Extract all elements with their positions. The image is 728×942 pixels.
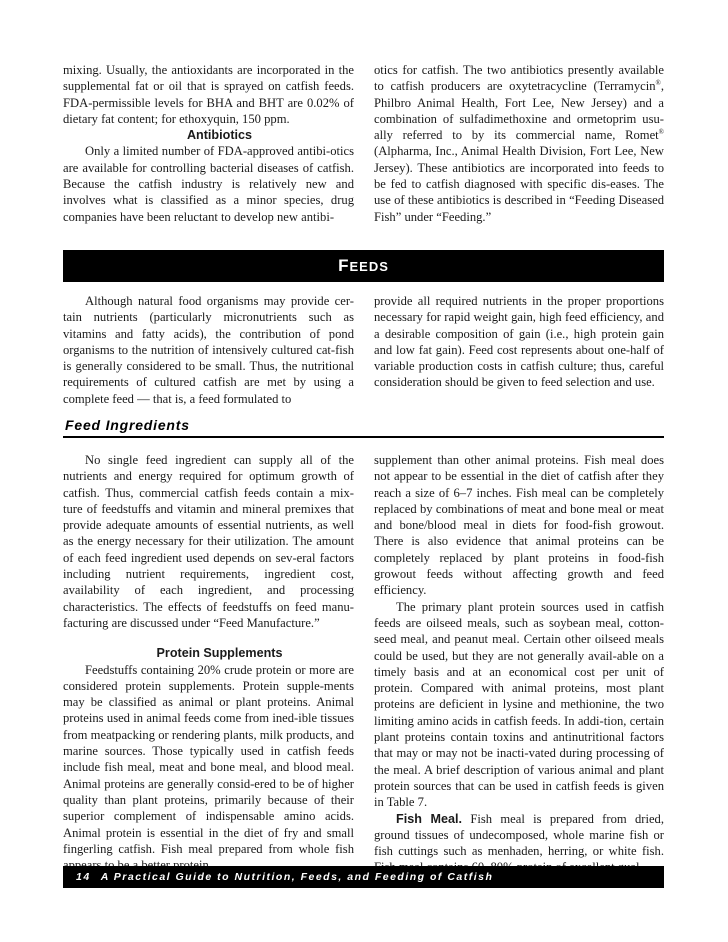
feeds-intro-right <box>374 293 664 391</box>
lower-left-column <box>63 452 354 873</box>
footer-title: A Practical Guide to Nutrition, Feeds, and Feeding of Catfish <box>100 871 494 883</box>
paragraph: mixing. Usually, the antioxidants are incorporated in the supplemental fat or oil that is sprayed on catfish feeds. FDA-permissible levels for BHA and BHT are 0.02% of dietary fat content; for ethoxyquin, 150 ppm. <box>63 63 354 126</box>
paragraph: Fish Meal. Fish meal is prepared from dried, ground tissues of undecomposed, whole marine fish or fish cuttings such as menhaden, herring, or white fish. <box>374 811 664 859</box>
registered-mark: ® <box>655 79 661 88</box>
top-right-column <box>374 62 664 225</box>
paragraph: otics for catfish. The two antibiotics presently available to catfish producers are oxytetracycline (Terramycin®, Philbro Animal Health, Fort Lee, New Jersey) and a combination of sulfadimethoxine and ormetoprim usu-ally referred to by its commercial name, Romet® (Alpharma, Inc., Animal Health Division, Fort Lee, New Jersey). These antibiotics are incorporated into feeds to be fed to catfish diagnosed with specific dis-eases. The use of these antibiotics is described in “Feeding Diseased Fish” under “Feeding.” <box>374 63 664 224</box>
section-heading-protein-supplements: Protein Supplements <box>156 646 283 661</box>
paragraph: Only a limited number of FDA-approved antibi-otics are available for controlling bacterial diseases of catfish. Because the catfish industry is relatively new and involves what is classified as a minor species, drug companies have been reluctant to develop new antibi- <box>63 144 354 224</box>
banner-first-letter: F <box>338 256 350 275</box>
paragraph: Although natural food organisms may provide cer-tain nutrients (particularly micronutrients such as vitamins and fatty acids), the contribution of pond organisms to the nutrition of intensively cultured cat-fish is generally considered to be small. Thus, the nutritional requirements of cultured catfish are met by using a complete feed — that is, a feed formulated to <box>63 294 354 406</box>
paragraph: No single feed ingredient can supply all of the nutrients and energy required for optimum growth of catfish. Thus, commercial catfish feeds contain a mix-ture of feedstuffs and vitamin and mineral premixes that provide adequate amounts of essential nutrients, as well as the energy necessary for their utilization. The amount of each feed ingredient used depends on sev-eral factors including nutrient requirements, ingredient cost, availability of each ingredient, and processing characteristics. The effects of feedstuffs on feed manu-facturing are discussed under “Feed Manufacture.” <box>63 453 354 630</box>
feeds-section-banner <box>63 250 664 282</box>
paragraph: supplement than other animal proteins. Fish meal does not appear to be essential in the diet of catfish after they reach a size of 6–7 inches. Fish meal can be completely replaced by combinations of meat and bone meal or meat and bone/blood meal in diets for food-fish growout. There is also evidence that animal proteins can be completely replaced by plant proteins in food-fish growout feeds without affecting growth and feed efficiency. <box>374 453 664 598</box>
page-number: 14 <box>76 871 91 883</box>
registered-mark: ® <box>658 128 664 136</box>
page-footer <box>63 866 664 888</box>
top-left-column <box>63 62 354 225</box>
paragraph: provide all required nutrients in the proper proportions necessary for rapid weight gain, high feed efficiency, and a desirable composition of gain (i.e., high protein gain and low fat gain). Feed cost represents about one-half of variable production costs in catfish culture; thus, careful consideration should be given to feed selection and use. <box>374 294 664 390</box>
paragraph: Feedstuffs containing 20% crude protein or more are considered protein supplements. Protein supple-ments may be classified as animal or plant proteins. Animal proteins used in animal feeds come from ined-ible tissues from meatpacking or rendering plants, milk products, and marine sources. Those typically used in catfish feeds include fish meal, meat and bone meal, and blood meal. Animal proteins are generally consid-ered to be of higher quality than plant proteins, primarily because of their superior complement of indispensable amino acids. Animal protein is essential in the diet of fry and small fingerling catfish. Fish meal prepared from whole fish <box>63 662 354 856</box>
section-heading-antibiotics: Antibiotics <box>186 128 253 143</box>
heading-rule <box>63 436 664 438</box>
paragraph: The primary plant protein sources used in catfish feeds are oilseed meals, such as soybean meal, cotton-seed meal, and peanut meal. Certain other oilseed meals could be used, but they are not generally avail-able on a timely basis and at an economical cost per unit of protein. Compared with animal proteins, most plant proteins are deficient in lysine and methionine, the two limiting amino acids in catfish feeds. In addi-tion, certain plant proteins contain toxins and antinutritional factors that may or may not be inacti-vated during processing of the meal. A brief description of various animal and plant protein sources that can be used in catfish feeds is given in Table 7. <box>374 599 664 810</box>
banner-rest: EEDS <box>349 258 389 274</box>
lower-right-column <box>374 452 664 876</box>
feed-ingredients-heading: Feed Ingredients <box>65 417 190 433</box>
fish-meal-label: Fish Meal. <box>396 811 463 826</box>
feeds-intro-left <box>63 293 354 407</box>
